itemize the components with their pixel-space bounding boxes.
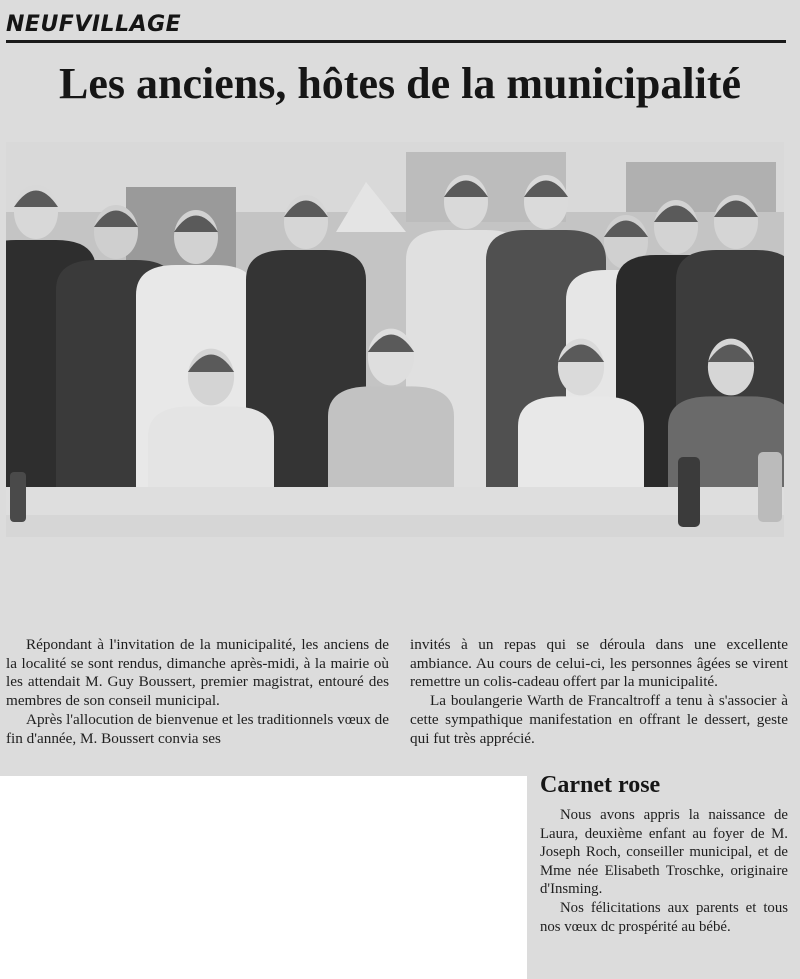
article-headline: Les anciens, hôtes de la municipalité [58,59,742,108]
article-column-right [410,636,788,748]
carnet-rose-column [540,806,788,936]
article-paragraph: Après l'allocution de bienvenue et les traditionnels vœux de fin d'année, M. Boussert convia ses [6,710,389,747]
print-bleed-through [290,585,630,615]
carnet-paragraph: Nous avons appris la naissance de Laura, deuxième enfant au foyer de M. Joseph Roch, conseiller municipal, et de Mme née Elisabeth Troschke, originaire d'Insming. [540,807,788,898]
carnet-rose-heading: Carnet rose [540,772,661,798]
article-column-left [6,636,389,748]
group-photo [6,142,784,537]
article-paragraph: invités à un repas qui se déroula dans une excellente ambiance. Au cours de celui-ci, les personnes âgées se virent remettre un colis-cadeau offert par la municipalité. [410,636,788,691]
rubric-rule [6,40,786,43]
section-rubric: NEUFVILLAGE [6,12,182,37]
article-paragraph: La boulangerie Warth de Francaltroff a tenu à s'associer à cette sympathique manifestation en offrant le dessert, geste qui fut très apprécié. [410,692,788,747]
carnet-paragraph: Nos félicitations aux parents et tous nos vœux dc prospérité au bébé. [540,899,788,935]
group-photo-image [6,142,784,537]
article-paragraph: Répondant à l'invitation de la municipalité, les anciens de la localité se sont rendus, dimanche après-midi, à la mairie où les attendait M. Guy Boussert, premier magistrat, entouré des membres de son conseil municipal. [6,636,389,710]
